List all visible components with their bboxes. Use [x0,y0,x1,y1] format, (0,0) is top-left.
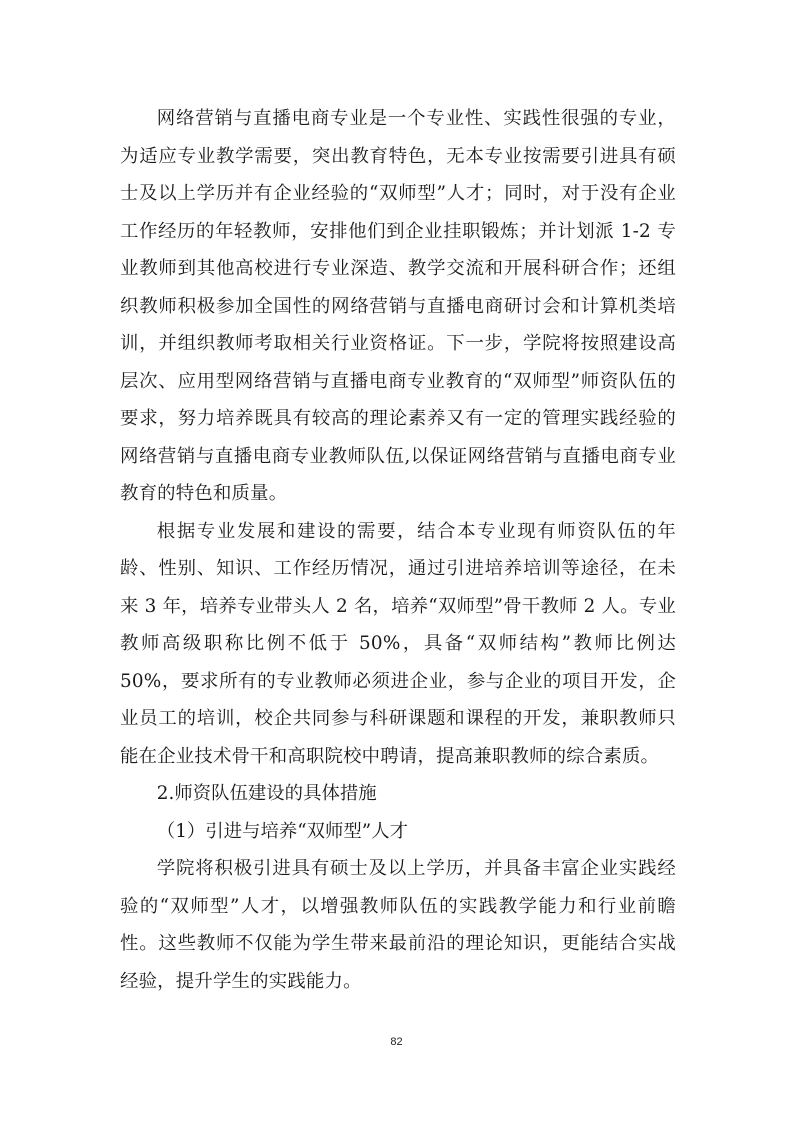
paragraph-measures: 学院将积极引进具有硕士及以上学历，并具备丰富企业实践经验的“双师型”人才，以增强教师队伍的实践教学能力和行业前瞻性。这些教师不仅能为学生带来最前沿的理论知识，更能结合实战经验，提升学生的实践能力。 [120,858,676,992]
paragraph-intro: 网络营销与直播电商专业是一个专业性、实践性很强的专业，为适应专业教学需要，突出教育特色，无本专业按需要引进具有硕士及以上学历并有企业经验的“双师型”人才；同时，对于没有企业工作经历的年轻教师，安排他们到企业挂职锻炼；并计划派 1-2 专业教师到其他高校进行专业深造、教学交流和开展科研合作；还组织教师积极参加全国性的网络营销与直播电商研讨会和计算机类培训，并组织教师考取相关行业资格证。下一步，学院将按照建设高层次、应用型网络营销与直播电商专业教育的“双师型”师资队伍的要求，努力培养既具有较高的理论素养又有一定的管理实践经验的网络营销与直播电商专业教师队伍,以保证网络营销与直播电商专业教育的特色和质量。 [120,108,676,504]
page-number: 82 [390,1036,403,1048]
subsection-heading: （1）引进与培养“双师型”人才 [156,820,408,842]
section-heading: 2.师资队伍建设的具体措施 [156,783,377,804]
body-text [120,100,676,1000]
paragraph-plan: 根据专业发展和建设的需要，结合本专业现有师资队伍的年龄、性别、知识、工作经历情况，通过引进培养培训等途径，在未来 3 年，培养专业带头人 2 名，培养“双师型”骨干教师 2 人。专业教师高级职称比例不低于 50%，具备“双师结构”教师比例达 50%，要求所有的专业教师必须进企业，参与企业的项目开发，企业员工的培训，校企共同参与科研课题和课程的开发，兼职教师只能在企业技术骨干和高职院校中聘请，提高兼职教师的综合素质。 [120,520,676,767]
